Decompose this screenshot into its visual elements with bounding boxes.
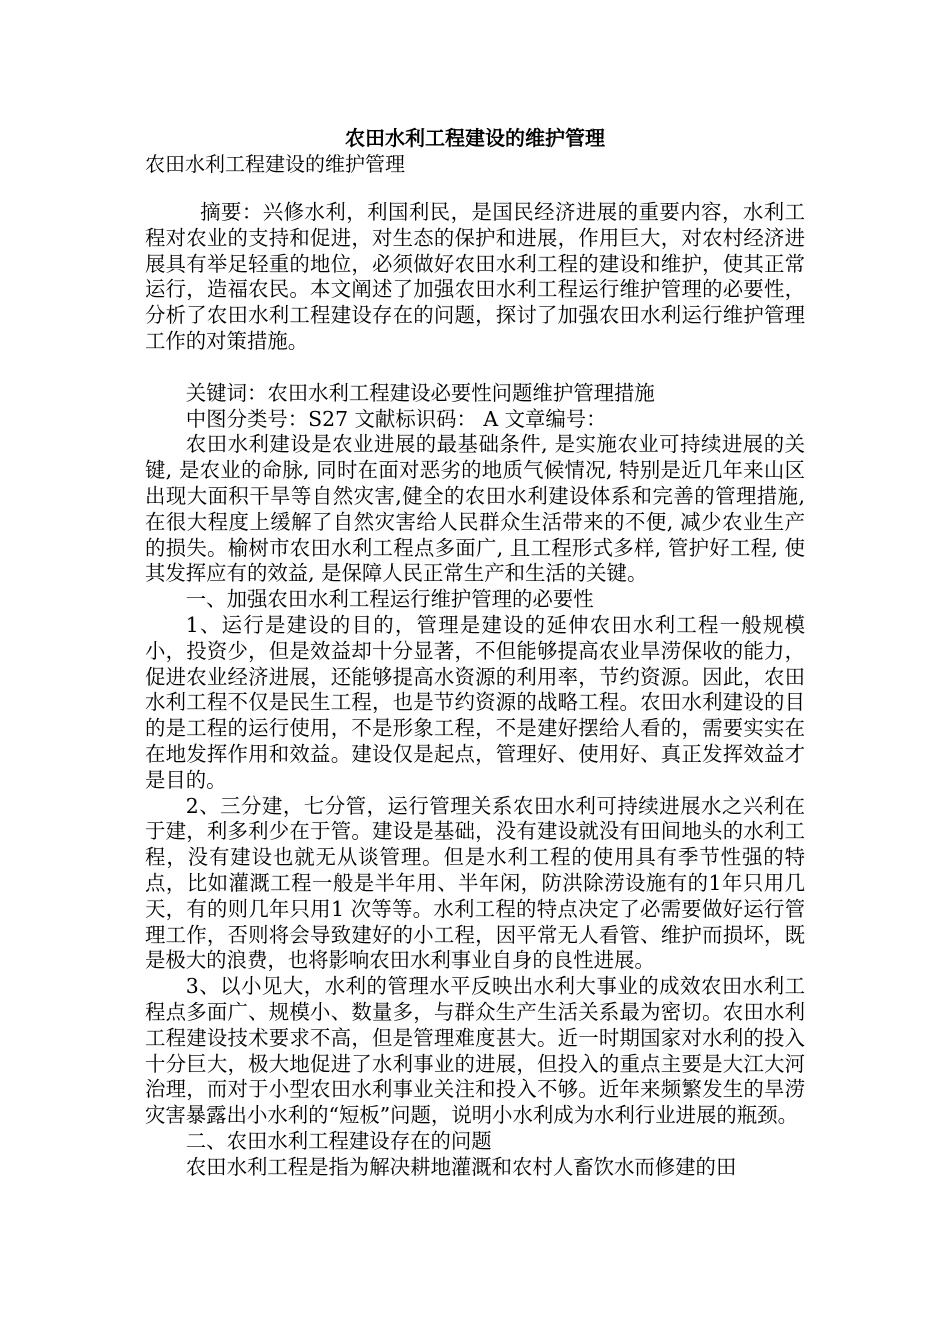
body-paragraph: 3、以小见大，水利的管理水平反映出水利大事业的成效农田水利工程点多面广、规模小、数量多，与群众生产生活关系最为密切。农田水利工程建设技术要求不高，但是管理难度甚大。近一时期国家对水利的投入十分巨大，极大地促进了水利事业的进展，但投入的重点主要是大江大河治理，而对于小型农田水利事业关注和投入不够。近年来频繁发生的旱涝灾害暴露出小水利的“短板”问题，说明小水利成为水利行业进展的瓶颈。 [145, 974, 805, 1128]
body-paragraph: 1、运行是建设的目的，管理是建设的延伸农田水利工程一般规模小，投资少，但是效益却十分显著，不但能够提高农业旱涝保收的能力，促进农业经济进展，还能够提高水资源的利用率，节约资源。因此，农田水利工程不仅是民生工程，也是节约资源的战略工程。农田水利建设的目的是工程的运行使用，不是形象工程，不是建好摆给人看的，需要实实在在地发挥作用和效益。建设仅是起点，管理好、使用好、真正发挥效益才是目的。 [145, 612, 805, 792]
document-subtitle: 农田水利工程建设的维护管理 [145, 152, 405, 176]
classification-line: 中图分类号：S27 文献标识码： A 文章编号： [185, 406, 607, 431]
keywords-line: 关键词：农田水利工程建设必要性问题维护管理措施 [185, 380, 655, 405]
document-body [145, 200, 805, 1180]
paragraph-gap [145, 355, 805, 381]
abstract-paragraph: 摘要：兴修水利，利国利民，是国民经济进展的重要内容，水利工程对农业的支持和促进，对生态的保护和进展，作用巨大，对农村经济进展具有举足轻重的地位，必须做好农田水利工程的建设和维护，使其正常运行，造福农民。本文阐述了加强农田水利工程运行维护管理的必要性，分析了农田水利工程建设存在的问题，探讨了加强农田水利运行维护管理工作的对策措施。 [145, 200, 805, 353]
section-heading-2: 二、农田水利工程建设存在的问题 [185, 1128, 492, 1153]
body-paragraph: 农田水利工程是指为解决耕地灌溉和农村人畜饮水而修建的田 [185, 1154, 737, 1179]
document-title: 农田水利工程建设的维护管理 [345, 126, 605, 150]
intro-paragraph: 农田水利建设是农业进展的最基础条件, 是实施农业可持续进展的关键, 是农业的命脉, 同时在面对恶劣的地质气候情况, 特别是近几年来山区出现大面积干旱等自然灾害,健全的农田水利建设体系和完善的管理措施, 在很大程度上缓解了自然灾害给人民群众生活带来的不便, 减少农业生产的损失。榆树市农田水利工程点多面广, 且工程形式多样, 管护好工程, 使其发挥应有的效益, 是保障人民正常生产和生活的关键。 [145, 432, 805, 586]
body-paragraph: 2、三分建，七分管，运行管理关系农田水利可持续进展水之兴利在于建，利多利少在于管。建设是基础，没有建设就没有田间地头的水利工程，没有建设也就无从谈管理。但是水利工程的使用具有季节性强的特点，比如灌溉工程一般是半年用、半年闲，防洪除涝设施有的1年只用几天，有的则几年只用1 次等等。水利工程的特点决定了必需要做好运行管理工作，否则将会导致建好的小工程，因平常无人看管、维护而损坏，既是极大的浪费，也将影响农田水利事业自身的良性进展。 [145, 793, 805, 973]
section-heading-1: 一、加强农田水利工程运行维护管理的必要性 [185, 587, 594, 612]
